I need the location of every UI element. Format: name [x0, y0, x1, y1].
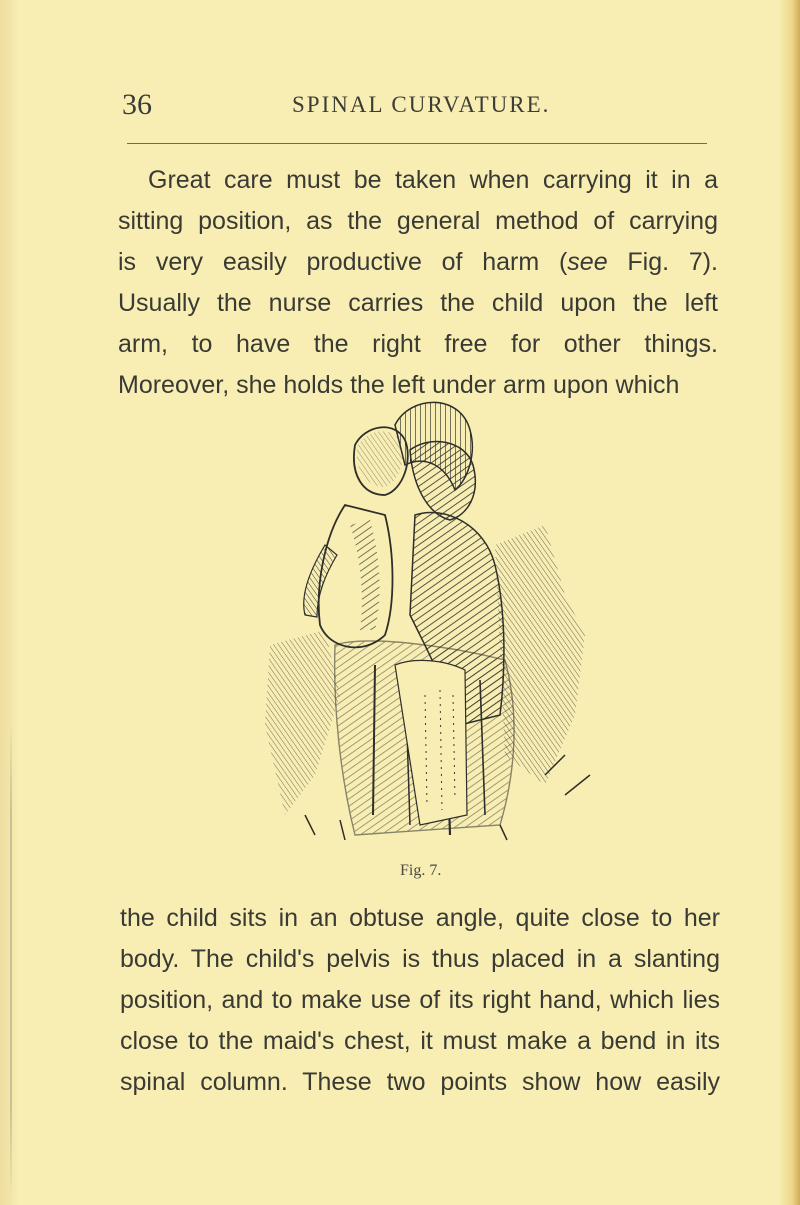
text-segment: is very easily productive of harm (	[118, 248, 568, 276]
maid-head	[410, 442, 475, 520]
text-line: the child sits in an obtuse angle, quite close to her	[120, 904, 720, 932]
figure-illustration	[245, 395, 605, 855]
background-hatching-left	[265, 630, 340, 815]
text-line: position, and to make use of its right hand, which lies	[120, 986, 720, 1014]
running-head	[0, 88, 800, 128]
text-line: close to the maid's chest, it must make a bend in its	[120, 1027, 720, 1055]
paragraph-2	[120, 898, 720, 1103]
text-line: body. The child's pelvis is thus placed in a slanting	[120, 945, 720, 973]
header-rule	[127, 143, 707, 144]
page-edge-shadow	[10, 720, 12, 1200]
text-line-with-italic	[118, 242, 718, 283]
page-number: 36	[122, 88, 152, 121]
text-segment: Fig. 7).	[607, 248, 718, 276]
text-line: spinal column. These two points show how easily	[120, 1068, 720, 1096]
text-line: Great care must be taken when carrying it in a	[148, 166, 718, 194]
text-line: arm, to have the right free for other things.	[118, 330, 718, 358]
child-face-hatch	[357, 431, 403, 487]
italic-see: see	[567, 248, 608, 276]
text-line: Moreover, she holds the left under arm upon which	[118, 371, 680, 399]
text-line: Usually the nurse carries the child upon the left	[118, 289, 718, 317]
figure-caption: Fig. 7.	[400, 862, 442, 879]
running-title: SPINAL CURVATURE.	[292, 92, 551, 117]
child-hatch	[350, 520, 380, 630]
text-line: sitting position, as the general method of carrying	[118, 207, 718, 235]
paragraph-1	[118, 160, 718, 406]
child-arm	[304, 545, 337, 617]
